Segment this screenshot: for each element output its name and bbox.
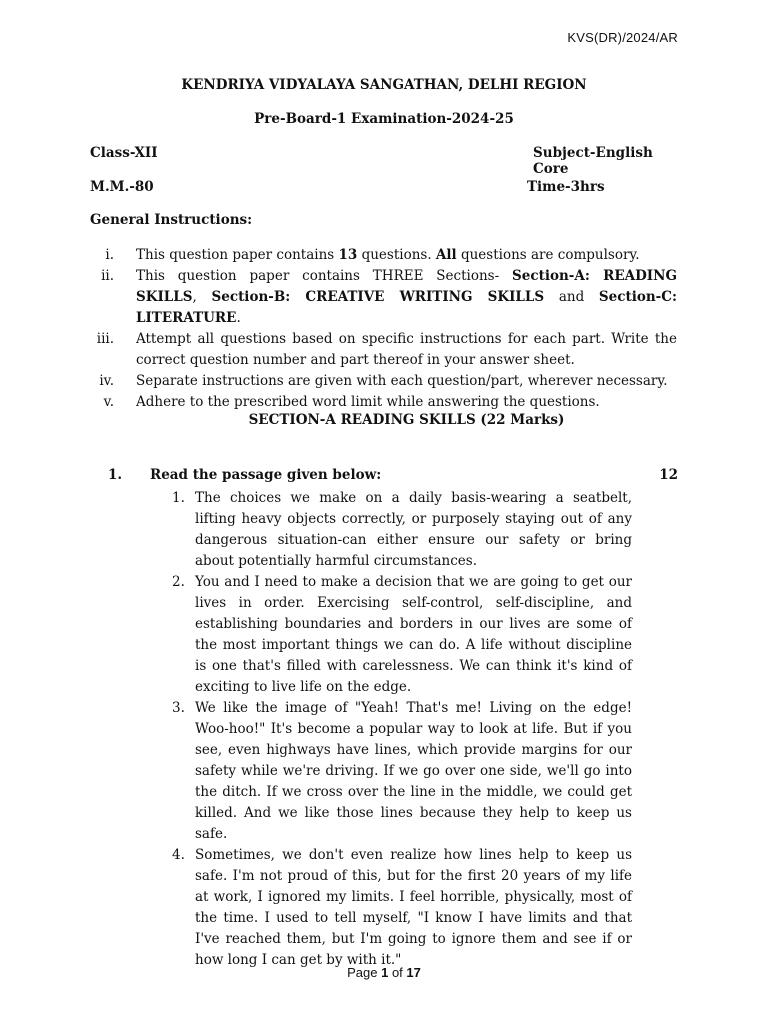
instruction-text: Separate instructions are given with each question/part, wherever necessary. bbox=[136, 373, 668, 389]
passage-paragraphs bbox=[172, 488, 632, 971]
instruction-text: Attempt all questions based on specific instructions for each part. Write the correct question number and part thereof in your answer sheet. bbox=[136, 331, 677, 368]
question-number: 1. bbox=[108, 467, 123, 483]
instruction-item bbox=[90, 371, 677, 392]
paragraph-number: 1. bbox=[172, 490, 185, 506]
time-label: Time-3hrs bbox=[527, 179, 605, 195]
instruction-text: This question paper contains bbox=[136, 247, 339, 263]
paragraph-number: 4. bbox=[172, 847, 185, 863]
section-c-name: Section-C: LITERATURE bbox=[136, 289, 677, 326]
organization-title: KENDRIYA VIDYALAYA SANGATHAN, DELHI REGION bbox=[181, 77, 587, 93]
current-page-number: 1 bbox=[381, 965, 389, 980]
total-pages: 17 bbox=[406, 965, 421, 980]
instruction-item bbox=[90, 266, 677, 329]
instruction-text: This question paper contains THREE Sections- bbox=[136, 268, 513, 284]
page-footer bbox=[0, 965, 768, 980]
instruction-number: iii. bbox=[96, 331, 114, 347]
instruction-item bbox=[90, 329, 677, 371]
document-reference-code: KVS(DR)/2024/AR bbox=[567, 30, 678, 45]
general-instructions-heading: General Instructions: bbox=[90, 212, 253, 228]
paragraph-number: 3. bbox=[172, 700, 185, 716]
instruction-item bbox=[90, 245, 677, 266]
question-prompt: Read the passage given below: bbox=[150, 467, 382, 483]
question-count: 13 bbox=[338, 247, 358, 263]
section-b-name: Section-B: CREATIVE WRITING SKILLS bbox=[211, 289, 545, 305]
section-a-name: Section-A: READING SKILLS bbox=[136, 268, 677, 305]
passage-paragraph bbox=[172, 698, 632, 845]
passage-paragraph bbox=[172, 572, 632, 698]
instruction-number: v. bbox=[103, 394, 114, 410]
instructions-list bbox=[90, 245, 677, 413]
exam-title: Pre-Board-1 Examination-2024-25 bbox=[254, 111, 514, 127]
paragraph-text: We like the image of "Yeah! That's me! Living on the edge! Woo-hoo!" It's become a popular way to look at life. But if you see, even highways have lines, which provide margins for our safety while we're driving. If we go over one side, we'll go into the ditch. If we cross over the line in the middle, we could get killed. And we like those lines because they help to keep us safe. bbox=[195, 700, 632, 842]
instruction-text: . bbox=[236, 310, 241, 326]
passage-paragraph bbox=[172, 488, 632, 572]
max-marks-label: M.M.-80 bbox=[90, 179, 154, 195]
paragraph-number: 2. bbox=[172, 574, 185, 590]
instruction-number: iv. bbox=[99, 373, 114, 389]
paragraph-text: The choices we make on a daily basis-wearing a seatbelt, lifting heavy objects correctly, or purposely staying out of any dangerous situation-can either ensure our safety or bring about potentially harmful circumstances. bbox=[195, 490, 632, 569]
of-word: of bbox=[391, 965, 403, 980]
instruction-emphasis: All bbox=[435, 247, 457, 263]
instruction-text: questions are compulsory. bbox=[456, 247, 640, 263]
page-word: Page bbox=[347, 965, 378, 980]
section-a-title: SECTION-A READING SKILLS (22 Marks) bbox=[248, 412, 565, 428]
paragraph-text: You and I need to make a decision that we are going to get our lives in order. Exercising self-control, self-discipline, and establishing boundaries and borders in our lives are some of the most important things we can do. A life without discipline is one that's filled with carelessness. We can think it's kind of exciting to live life on the edge. bbox=[195, 574, 632, 695]
paragraph-text: Sometimes, we don't even realize how lines help to keep us safe. I'm not proud of this, but for the first 20 years of my life at work, I ignored my limits. I feel horrible, physically, most of the time. I used to tell myself, "I know I have limits and that I've reached them, but I'm going to ignore them and see if or how long I can get by with it." bbox=[195, 847, 632, 968]
instruction-text: , bbox=[192, 289, 212, 305]
instruction-text: Adhere to the prescribed word limit while answering the questions. bbox=[136, 394, 600, 410]
instruction-item bbox=[90, 392, 677, 413]
instruction-text: and bbox=[544, 289, 599, 305]
subject-label: Subject-English Core bbox=[533, 145, 653, 177]
question-marks: 12 bbox=[659, 467, 678, 483]
instruction-text: questions. bbox=[357, 247, 436, 263]
class-label: Class-XII bbox=[90, 145, 158, 161]
instruction-number: i. bbox=[105, 247, 114, 263]
instruction-number: ii. bbox=[101, 268, 114, 284]
passage-paragraph bbox=[172, 845, 632, 971]
